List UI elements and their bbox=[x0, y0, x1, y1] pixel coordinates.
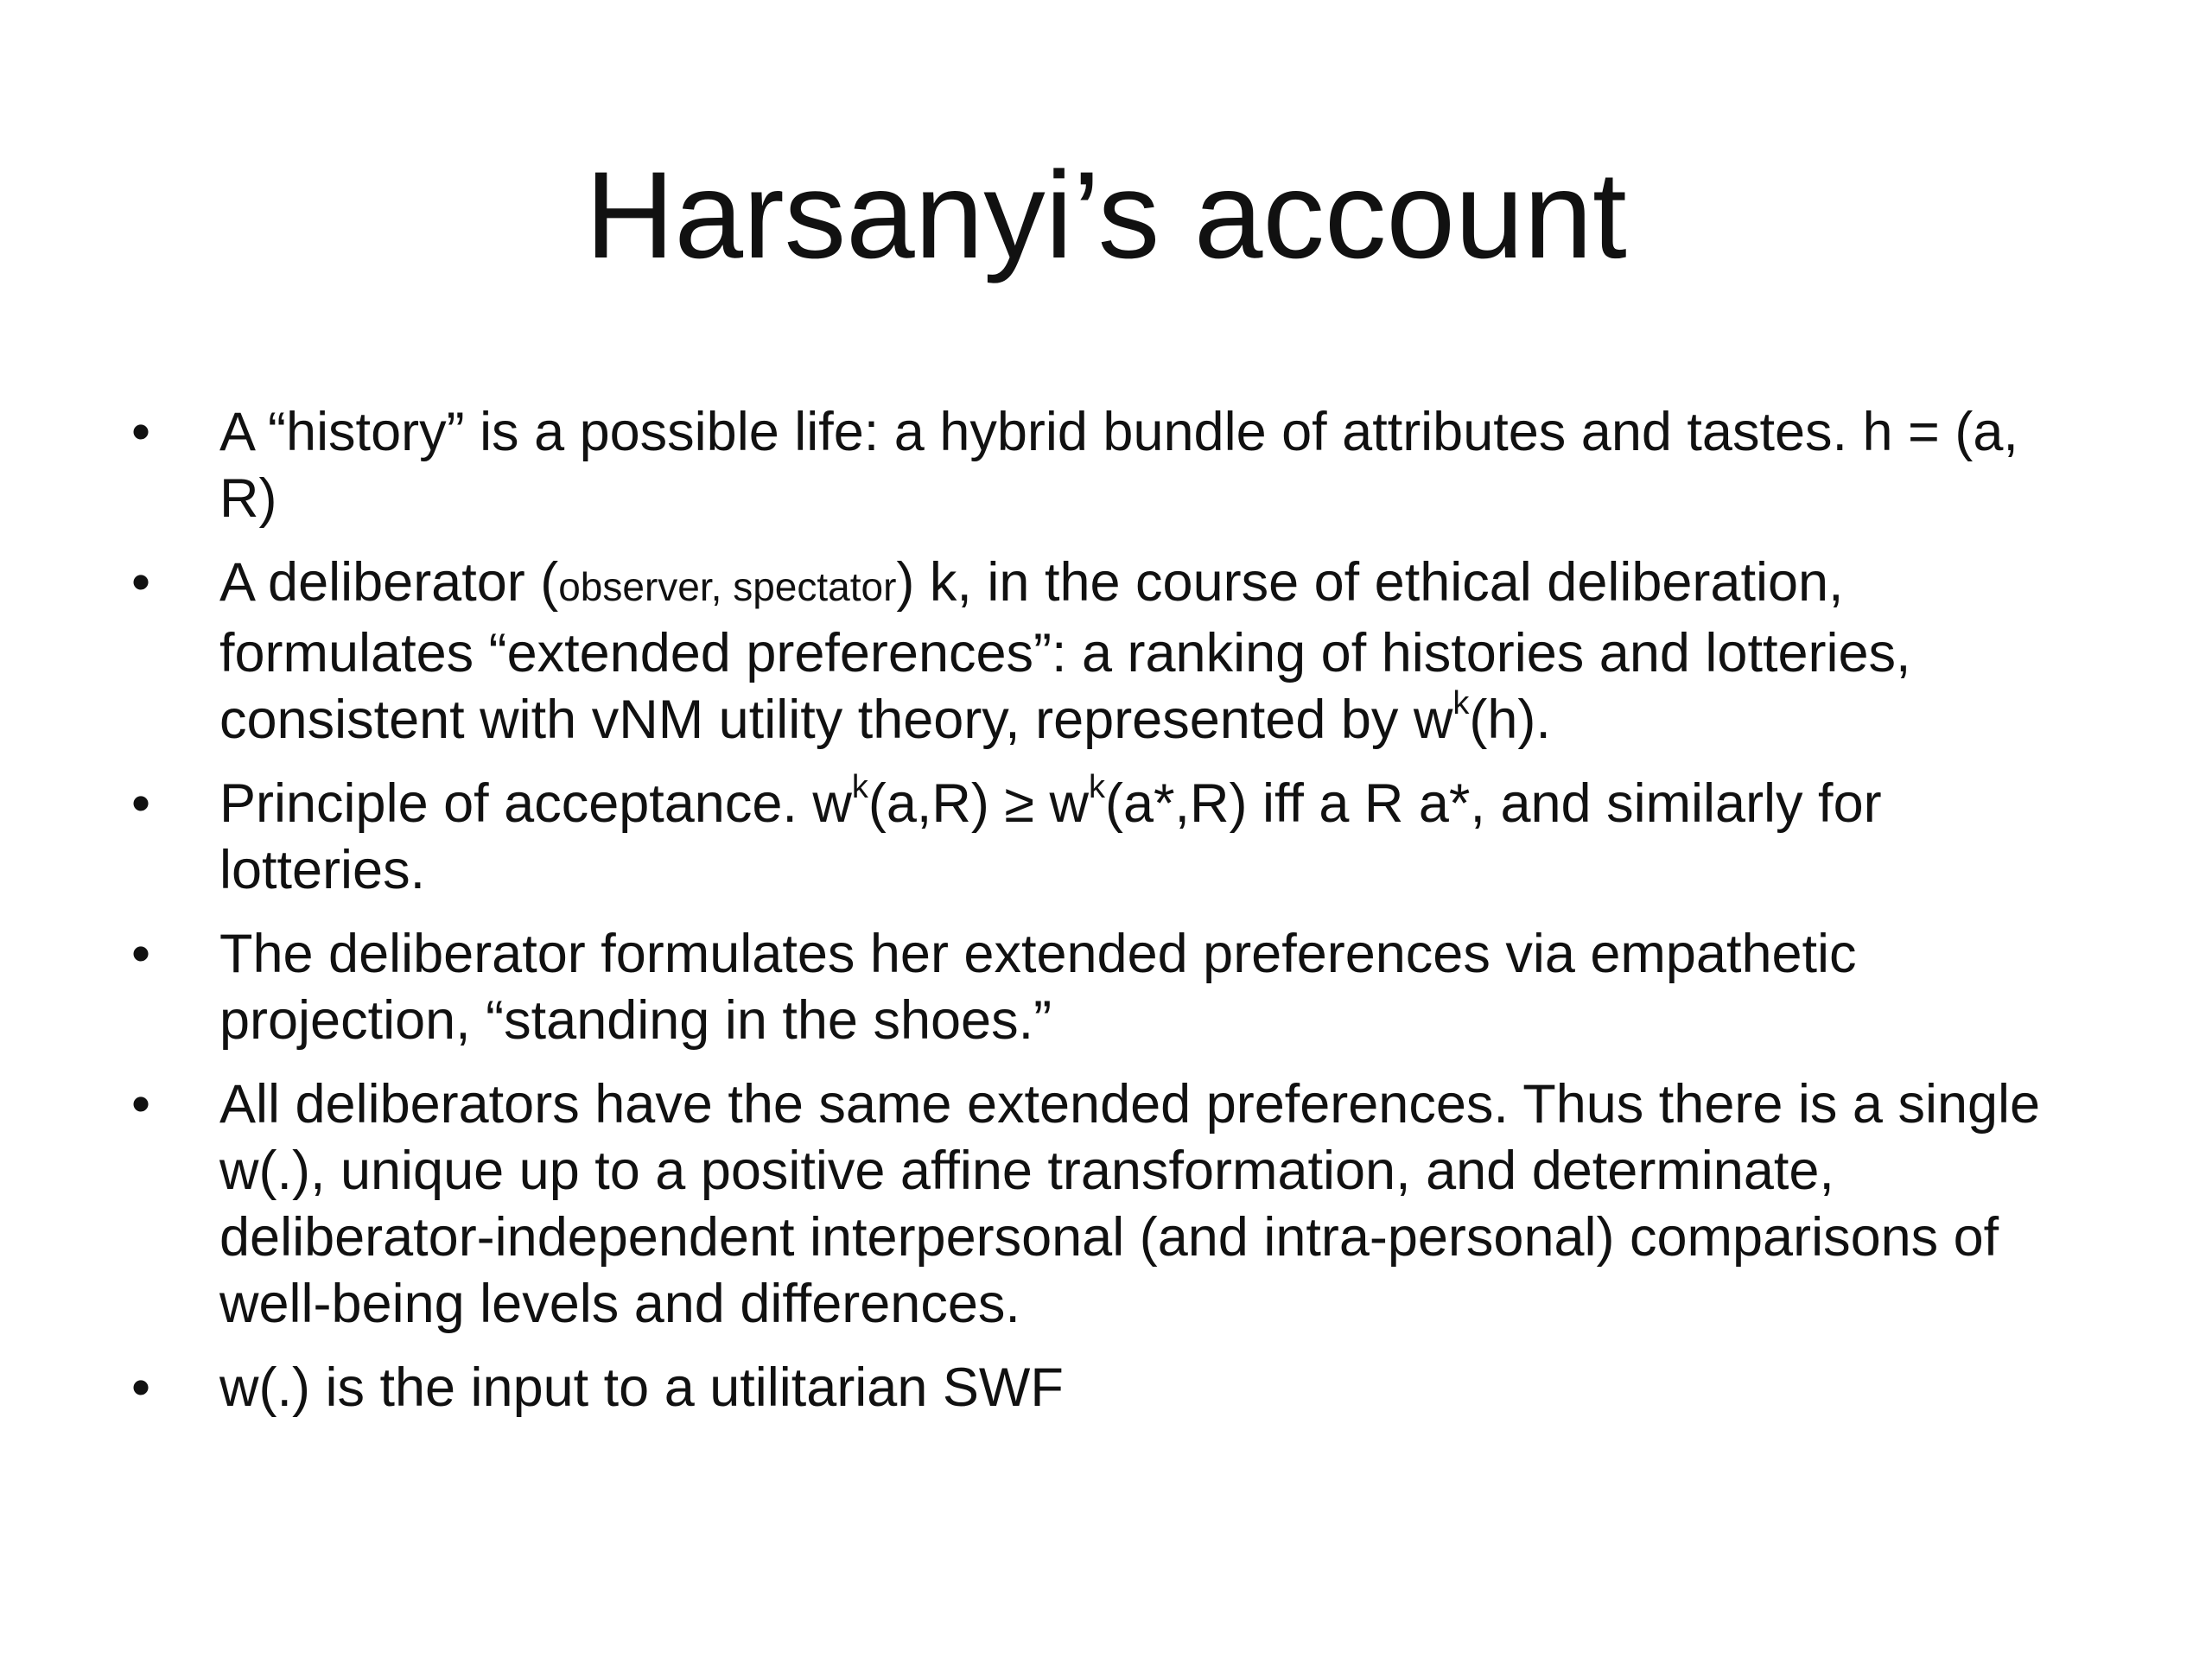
bullet-text-part: (h). bbox=[1469, 690, 1551, 750]
bullet-list bbox=[131, 399, 2075, 1439]
bullet-marker: • bbox=[131, 1357, 151, 1418]
bullet-principle-of-acceptance bbox=[131, 771, 2075, 904]
superscript: k bbox=[1088, 769, 1105, 805]
bullet-same-preferences bbox=[131, 1071, 2075, 1338]
bullet-text-part: A deliberator ( bbox=[219, 552, 559, 613]
bullet-text-part: (a*,R) iff a R a*, and similarly for lotteries. bbox=[219, 773, 1882, 900]
slide-title: Harsanyi’s account bbox=[585, 147, 1627, 284]
bullet-small-text: observer, spectator bbox=[558, 564, 897, 609]
bullet-empathetic-projection bbox=[131, 921, 2075, 1054]
bullet-history bbox=[131, 399, 2075, 532]
superscript: k bbox=[851, 769, 868, 805]
bullet-text-part: ) k, in the course of ethical deliberation, formulates “extended preferences”: a ranking of histories and lotteries, consistent with vNM utility theory, represented by w bbox=[219, 552, 1911, 750]
bullet-marker: • bbox=[131, 773, 151, 834]
superscript: k bbox=[1452, 685, 1470, 721]
bullet-marker: • bbox=[131, 402, 151, 462]
bullet-deliberator bbox=[131, 550, 2075, 753]
bullet-text: The deliberator formulates her extended preferences via empathetic projection, “standing in the shoes.” bbox=[219, 924, 1857, 1051]
bullet-utilitarian-swf bbox=[131, 1355, 2075, 1421]
bullet-marker: • bbox=[131, 552, 151, 613]
bullet-marker: • bbox=[131, 1074, 151, 1135]
bullet-text-part: Principle of acceptance. w bbox=[219, 773, 852, 834]
bullet-text: w(.) is the input to a utilitarian SWF bbox=[219, 1357, 1064, 1418]
bullet-text-part: (a,R) ≥ w bbox=[868, 773, 1089, 834]
bullet-text: All deliberators have the same extended preferences. Thus there is a single w(.), unique up to a positive affine transformation, and determinate, deliberator-independent interpersonal (and intra-personal) comparisons of well-being levels and differences. bbox=[219, 1074, 2041, 1334]
bullet-text: A “history” is a possible life: a hybrid bundle of attributes and tastes. h = (a, R) bbox=[219, 402, 2018, 529]
bullet-marker: • bbox=[131, 924, 151, 984]
